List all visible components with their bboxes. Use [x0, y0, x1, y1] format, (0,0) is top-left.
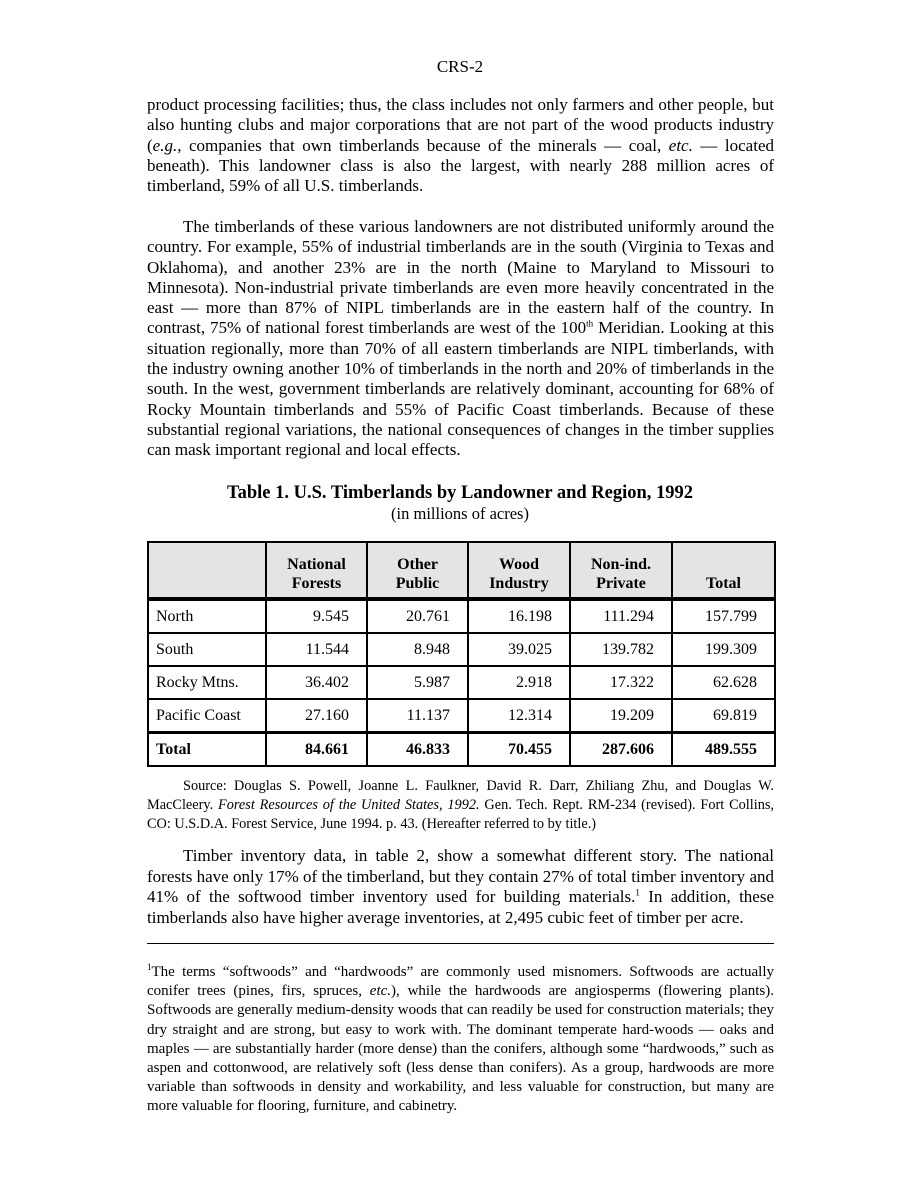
footnote-divider: [147, 943, 774, 944]
table-cell: 8.948: [367, 633, 468, 666]
table-row: [148, 699, 775, 733]
header-cell-total: Total: [672, 542, 775, 599]
table-cell: 46.833: [367, 733, 468, 767]
row-label: Rocky Mtns.: [148, 666, 266, 699]
table-total-row: [148, 733, 775, 767]
table-cell: 157.799: [672, 599, 775, 633]
table-cell: 139.782: [570, 633, 672, 666]
page-header: CRS-2: [436, 57, 484, 76]
table-cell: 69.819: [672, 699, 775, 733]
table-header-row: [148, 542, 775, 599]
body-paragraph-2: The timberlands of these various landowners are not distributed uniformly around the country. For example, 55% of industrial timberlands are in the south (Virginia to Texas and Oklahoma), and another 23% are in the north (Maine to Maryland to Missouri to Minnesota). Non-industrial private timberlands are even more heavily concentrated in the east — more than 87% of NIPL timberlands are in the eastern half of the country. In contrast, 75% of national forest timberlands are west of the 100th Meridian. Looking at this situation regionally, more than 70% of all eastern timberlands are NIPL timberlands, with the industry owning another 10% of timberlands in the north and 20% of timberlands in the south. In the west, government timberlands are relatively dominant, accounting for 68% of Rocky Mountain timberlands and 55% of Pacific Coast timberlands. Because of these substantial regional variations, the national consequences of changes in the timber supplies can mask important regional and local effects.: [147, 217, 774, 460]
table-cell: 20.761: [367, 599, 468, 633]
row-label: Pacific Coast: [148, 699, 266, 733]
table-cell: 36.402: [266, 666, 367, 699]
table-title: Table 1. U.S. Timberlands by Landowner and Region, 1992: [226, 483, 694, 503]
table-cell: 16.198: [468, 599, 570, 633]
table-cell: 111.294: [570, 599, 672, 633]
table-cell: 70.455: [468, 733, 570, 767]
timberland-table: [147, 541, 774, 767]
table-cell: 489.555: [672, 733, 775, 767]
body-paragraph-1: product processing facilities; thus, the class includes not only farmers and other people, but also hunting clubs and major corporations that are not part of the wood products industry (e.g., companies that own timberlands because of the minerals — coal, etc. — located beneath). This landowner class is also the largest, with nearly 288 million acres of timberland, 59% of all U.S. timberlands.: [147, 95, 774, 196]
table-row: [148, 633, 775, 666]
table-cell: 2.918: [468, 666, 570, 699]
table-cell: 9.545: [266, 599, 367, 633]
header-cell-national-forests: National Forests: [266, 542, 367, 599]
table-cell: 17.322: [570, 666, 672, 699]
table-cell: 11.544: [266, 633, 367, 666]
header-cell-non-ind-private: Non-ind. Private: [570, 542, 672, 599]
table-cell: 287.606: [570, 733, 672, 767]
header-cell-blank: [148, 542, 266, 599]
row-label: Total: [148, 733, 266, 767]
table-subtitle: (in millions of acres): [391, 504, 529, 523]
footnote-marker: 1: [147, 962, 152, 972]
header-cell-wood-industry: Wood Industry: [468, 542, 570, 599]
table-cell: 12.314: [468, 699, 570, 733]
table-cell: 62.628: [672, 666, 775, 699]
table-cell: 5.987: [367, 666, 468, 699]
table-row: [148, 599, 775, 633]
table-source-note: Source: Douglas S. Powell, Joanne L. Faulkner, David R. Darr, Zhiliang Zhu, and Douglas W. MacCleery. Forest Resources of the United States, 1992. Gen. Tech. Rept. RM-234 (revised). Fort Collins, CO: U.S.D.A. Forest Service, June 1994. p. 43. (Hereafter referred to by title.): [147, 778, 774, 832]
footnote: $^1$The terms “softwoods” and “hardwoods” are commonly used misnomers. Softwoods are actually conifer trees (pines, firs, spruces, etc.), while the hardwoods are angiosperms (flowering plants). Softwoods are generally medium-density woods that can readily be used for construction materials; they dry straight and are strong, but easy to work with. The dominant temperate hard-woods — oaks and maples — are substantially harder (more dense) than the conifers, although some “hardwoods,” such as aspen and cottonwood, are relatively soft (less dense than conifers). As a group, hardwoods are more variable than softwoods in density and workability, and less valuable for construction, but many are more valuable for flooring, furniture, and cabinetry.: [147, 962, 774, 1115]
row-label: North: [148, 599, 266, 633]
table-cell: 19.209: [570, 699, 672, 733]
row-label: South: [148, 633, 266, 666]
table-cell: 84.661: [266, 733, 367, 767]
footnote-reference[interactable]: 1: [635, 887, 640, 898]
table-cell: 27.160: [266, 699, 367, 733]
body-paragraph-3: Timber inventory data, in table 2, show a somewhat different story. The national forests have only 17% of the timberland, but they contain 27% of total timber inventory and 41% of the softwood timber inventory used for building materials.$^1$ In addition, these timberlands also have higher average inventories, at 2,495 cubic feet of timber per acre.: [147, 846, 774, 927]
header-cell-other-public: Other Public: [367, 542, 468, 599]
table-cell: 11.137: [367, 699, 468, 733]
table-cell: 199.309: [672, 633, 775, 666]
table-row: [148, 666, 775, 699]
table-cell: 39.025: [468, 633, 570, 666]
